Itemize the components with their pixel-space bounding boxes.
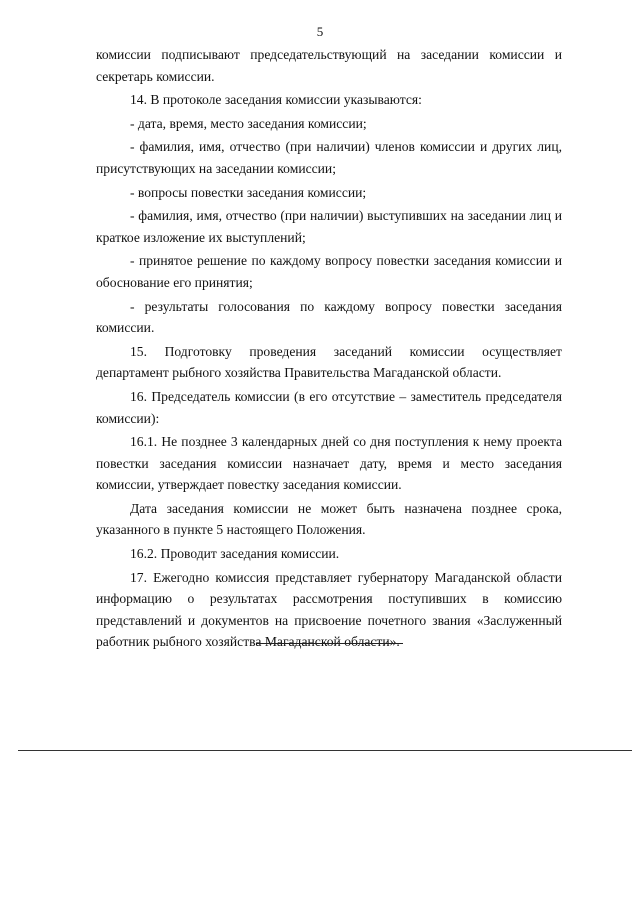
paragraph-17: 17. Ежегодно комиссия представляет губернатору Магаданской области информацию о результатах рассмотрения поступивших в комиссию представлений и документов на присвоение почетного звания «Заслуженный работник рыбного хозяйства Магаданской области». — [96, 569, 562, 650]
paragraph-16-1: 16.1. Не позднее 3 календарных дней со дня поступления к нему проекта повестки заседания комиссии назначает дату, время и место заседания комиссии, утверждает повестку заседания комиссии. — [96, 434, 562, 493]
list-item-decision: - принятое решение по каждому вопросу повестки заседания комиссии и обоснование его принятия; — [96, 253, 562, 290]
paragraph-16-2: 16.2. Проводит заседания комиссии. — [130, 546, 340, 562]
end-of-text-divider — [257, 643, 403, 644]
page-number: 5 — [316, 24, 324, 39]
paragraph-14: 14. В протоколе заседания комиссии указываются: — [130, 92, 422, 108]
list-item-agenda: - вопросы повестки заседания комиссии; — [130, 184, 367, 200]
paragraph-continuation: комиссии подписывают председательствующий на заседании комиссии и секретарь комиссии. — [96, 47, 562, 84]
paragraph-meeting-date: Дата заседания комиссии не может быть назначена позднее срока, указанного в пункте 5 настоящего Положения. — [96, 500, 562, 538]
bottom-divider-line — [18, 750, 632, 751]
paragraph-15: 15. Подготовку проведения заседаний комиссии осуществляет департамент рыбного хозяйства Правительства Магаданской области. — [96, 343, 562, 381]
paragraph-16: 16. Председатель комиссии (в его отсутствие – заместитель председателя комиссии): — [96, 388, 562, 426]
list-item-members: - фамилия, имя, отчество (при наличии) членов комиссии и других лиц, присутствующих на заседании комиссии; — [96, 139, 562, 176]
body-text — [96, 44, 562, 653]
list-item-voting: - результаты голосования по каждому вопросу повестки заседания комиссии. — [96, 298, 562, 336]
list-item-date: - дата, время, место заседания комиссии; — [130, 115, 367, 131]
list-item-speakers: - фамилия, имя, отчество (при наличии) выступивших на заседании лиц и краткое изложение их выступлений; — [96, 208, 562, 245]
